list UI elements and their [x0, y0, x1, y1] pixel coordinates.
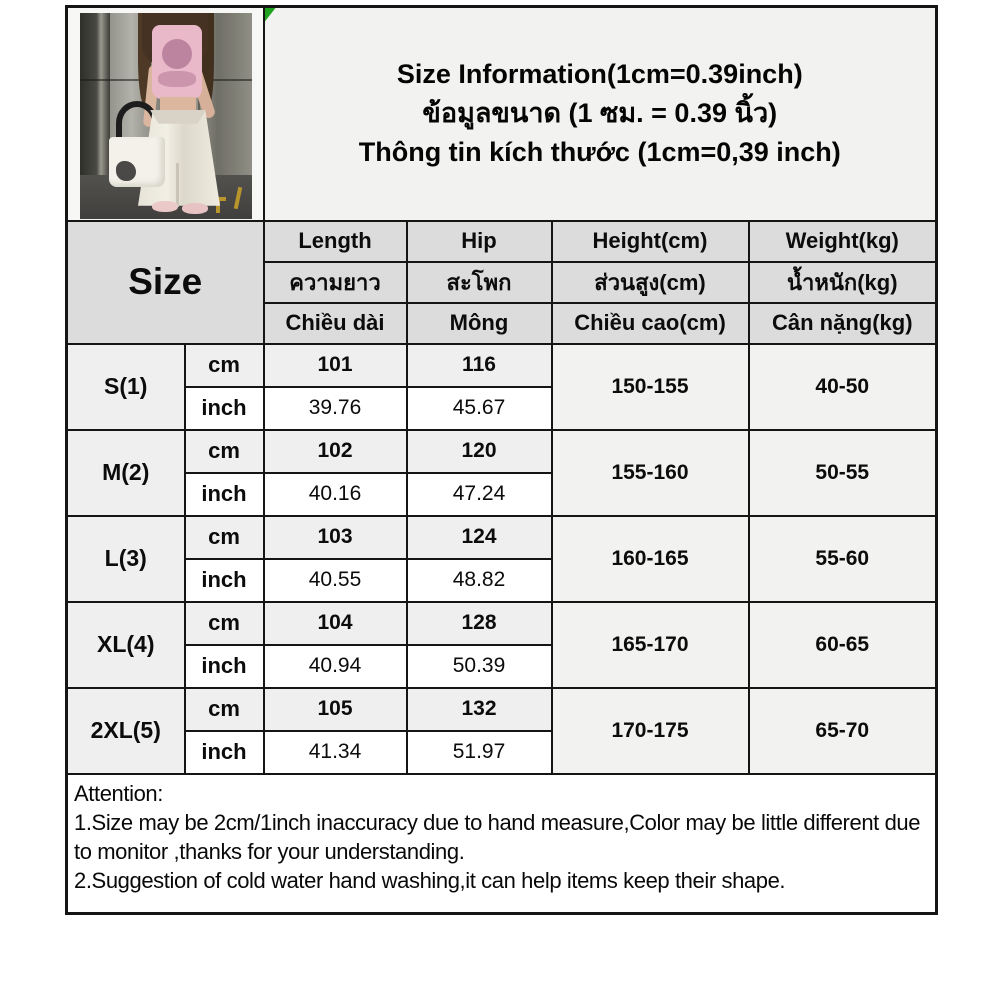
unit-label: inch — [185, 387, 264, 430]
sandal — [182, 203, 208, 214]
product-photo — [80, 13, 252, 219]
tote-bag-print — [116, 161, 136, 181]
size-label-m: M(2) — [67, 430, 185, 516]
col-header-length-vi: Chiều dài — [264, 303, 407, 344]
unit-label: inch — [185, 473, 264, 516]
size-header: Size — [67, 221, 264, 344]
height-range: 165-170 — [552, 602, 749, 688]
top-graphic-print — [162, 39, 192, 69]
length-cm-value: 102 — [264, 430, 407, 473]
green-corner-flag-icon — [265, 8, 276, 22]
weight-range: 50-55 — [749, 430, 937, 516]
pants-leg-shadow — [176, 163, 179, 207]
hip-inch-value: 45.67 — [407, 387, 552, 430]
height-range: 150-155 — [552, 344, 749, 430]
height-range: 170-175 — [552, 688, 749, 774]
hip-cm-value: 120 — [407, 430, 552, 473]
attention-section — [67, 774, 937, 914]
weight-range: 40-50 — [749, 344, 937, 430]
size-label-2xl: 2XL(5) — [67, 688, 185, 774]
col-header-height-en: Height(cm) — [552, 221, 749, 262]
hip-inch-value: 48.82 — [407, 559, 552, 602]
height-range: 155-160 — [552, 430, 749, 516]
col-header-height-th: ส่วนสูง(cm) — [552, 262, 749, 303]
col-header-hip-vi: Mông — [407, 303, 552, 344]
title-vietnamese: Thông tin kích thước (1cm=0,39 inch) — [358, 137, 841, 168]
length-inch-value: 40.16 — [264, 473, 407, 516]
table-row — [67, 344, 937, 387]
attention-note-2: 2.Suggestion of cold water hand washing,it can help items keep their shape. — [74, 867, 786, 893]
col-header-length-th: ความยาว — [264, 262, 407, 303]
hip-cm-value: 116 — [407, 344, 552, 387]
hip-cm-value: 124 — [407, 516, 552, 559]
size-label-xl: XL(4) — [67, 602, 185, 688]
length-cm-value: 103 — [264, 516, 407, 559]
title-thai: ข้อมูลขนาด (1 ซม. = 0.39 นิ้ว) — [422, 98, 778, 129]
attention-note-1: 1.Size may be 2cm/1inch inaccuracy due to hand measure,Color may be little different due to monitor ,thanks for your understanding. — [74, 809, 921, 864]
unit-label: inch — [185, 731, 264, 774]
title-english: Size Information(1cm=0.39inch) — [396, 59, 803, 90]
pants-foldover-waist — [150, 110, 206, 124]
size-table — [65, 5, 938, 915]
length-cm-value: 101 — [264, 344, 407, 387]
length-inch-value: 41.34 — [264, 731, 407, 774]
unit-label: cm — [185, 688, 264, 731]
top-row — [67, 7, 937, 221]
unit-label: cm — [185, 516, 264, 559]
title-cell — [264, 7, 937, 221]
col-header-hip-th: สะโพก — [407, 262, 552, 303]
length-cm-value: 105 — [264, 688, 407, 731]
sandal — [152, 201, 178, 212]
size-label-l: L(3) — [67, 516, 185, 602]
col-header-weight-th: น้ำหนัก(kg) — [749, 262, 937, 303]
length-inch-value: 40.55 — [264, 559, 407, 602]
length-inch-value: 39.76 — [264, 387, 407, 430]
length-cm-value: 104 — [264, 602, 407, 645]
col-header-weight-vi: Cân nặng(kg) — [749, 303, 937, 344]
unit-label: inch — [185, 645, 264, 688]
weight-range: 60-65 — [749, 602, 937, 688]
hip-inch-value: 50.39 — [407, 645, 552, 688]
top-graphic-print — [158, 71, 196, 87]
col-header-weight-en: Weight(kg) — [749, 221, 937, 262]
weight-range: 65-70 — [749, 688, 937, 774]
header-row-english — [67, 221, 937, 262]
size-label-s: S(1) — [67, 344, 185, 430]
table-row — [67, 516, 937, 559]
table-row — [67, 688, 937, 731]
unit-label: cm — [185, 344, 264, 387]
attention-row — [67, 774, 937, 914]
hip-cm-value: 132 — [407, 688, 552, 731]
hip-inch-value: 47.24 — [407, 473, 552, 516]
height-range: 160-165 — [552, 516, 749, 602]
unit-label: cm — [185, 602, 264, 645]
hip-cm-value: 128 — [407, 602, 552, 645]
weight-range: 55-60 — [749, 516, 937, 602]
attention-heading: Attention: — [74, 780, 163, 806]
col-header-hip-en: Hip — [407, 221, 552, 262]
table-row — [67, 430, 937, 473]
col-header-length-en: Length — [264, 221, 407, 262]
product-photo-cell — [67, 7, 264, 221]
hip-inch-value: 51.97 — [407, 731, 552, 774]
tote-bag — [109, 137, 165, 187]
unit-label: inch — [185, 559, 264, 602]
col-header-height-vi: Chiều cao(cm) — [552, 303, 749, 344]
table-row — [67, 602, 937, 645]
unit-label: cm — [185, 430, 264, 473]
length-inch-value: 40.94 — [264, 645, 407, 688]
